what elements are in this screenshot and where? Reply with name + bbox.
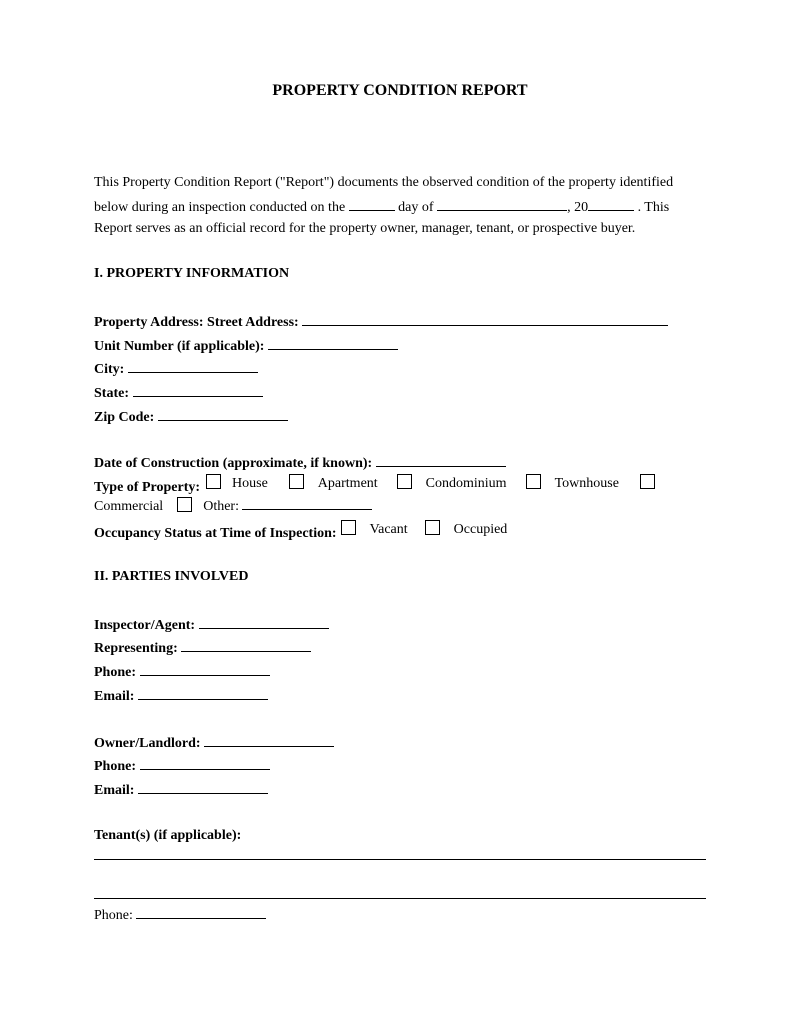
page-title: PROPERTY CONDITION REPORT bbox=[272, 82, 528, 99]
representing-row bbox=[94, 639, 311, 657]
owner-email-label: Email: bbox=[94, 783, 135, 798]
occupied-label: Occupied bbox=[453, 522, 508, 537]
property-type-row bbox=[94, 474, 655, 495]
inspector-phone-row bbox=[94, 663, 270, 681]
intro-text-b: day of bbox=[398, 200, 434, 215]
intro-line-1: This Property Condition Report ("Report") documents the observed condition of the property identified bbox=[94, 175, 674, 190]
unit-number-field[interactable] bbox=[268, 337, 398, 350]
apartment-label: Apartment bbox=[317, 476, 378, 491]
tenant-line-1[interactable] bbox=[94, 859, 706, 860]
owner-phone-field[interactable] bbox=[140, 757, 270, 770]
inspector-phone-field[interactable] bbox=[140, 663, 270, 676]
tenant-line-2[interactable] bbox=[94, 898, 706, 899]
commercial-checkbox[interactable] bbox=[640, 474, 655, 489]
property-type-row-2 bbox=[94, 497, 372, 515]
zip-field[interactable] bbox=[158, 408, 288, 421]
intro-text-a: below during an inspection conducted on the bbox=[94, 200, 346, 215]
commercial-label: Commercial bbox=[94, 499, 164, 514]
unit-number-row bbox=[94, 337, 398, 355]
owner-phone-row bbox=[94, 757, 270, 775]
house-label: House bbox=[232, 476, 268, 491]
owner-label: Owner/Landlord: bbox=[94, 736, 201, 751]
zip-row bbox=[94, 408, 288, 426]
inspection-month-field[interactable] bbox=[437, 198, 567, 211]
owner-row bbox=[94, 734, 334, 752]
representing-label: Representing: bbox=[94, 641, 178, 656]
owner-email-row bbox=[94, 781, 268, 799]
state-row bbox=[94, 384, 263, 402]
other-type-field[interactable] bbox=[242, 497, 372, 510]
inspector-row bbox=[94, 616, 329, 634]
inspector-email-field[interactable] bbox=[138, 687, 268, 700]
condominium-checkbox[interactable] bbox=[397, 474, 412, 489]
tenant-phone-label: Phone: bbox=[94, 908, 133, 923]
apartment-checkbox[interactable] bbox=[289, 474, 304, 489]
vacant-label: Vacant bbox=[369, 522, 408, 537]
construction-date-field[interactable] bbox=[376, 454, 506, 467]
tenant-label: Tenant(s) (if applicable): bbox=[94, 828, 242, 843]
occupied-checkbox[interactable] bbox=[425, 520, 440, 535]
construction-label: Date of Construction (approximate, if known): bbox=[94, 456, 373, 471]
intro-text-c: , 20 bbox=[567, 200, 589, 215]
other-checkbox[interactable] bbox=[177, 497, 192, 512]
other-label: Other: bbox=[203, 499, 239, 514]
street-address-row bbox=[94, 313, 668, 331]
tenant-phone-row bbox=[94, 906, 266, 924]
vacant-checkbox[interactable] bbox=[341, 520, 356, 535]
intro-line-3: Report serves as an official record for the property owner, manager, tenant, or prospective buyer. bbox=[94, 221, 636, 236]
owner-phone-label: Phone: bbox=[94, 759, 136, 774]
state-field[interactable] bbox=[133, 384, 263, 397]
intro-line-2 bbox=[94, 198, 669, 216]
inspector-phone-label: Phone: bbox=[94, 665, 136, 680]
inspector-email-label: Email: bbox=[94, 689, 135, 704]
inspection-day-field[interactable] bbox=[349, 198, 395, 211]
condominium-label: Condominium bbox=[425, 476, 507, 491]
owner-email-field[interactable] bbox=[138, 781, 268, 794]
intro-text-d: . This bbox=[637, 200, 670, 215]
occupancy-row bbox=[94, 520, 508, 541]
unit-number-label: Unit Number (if applicable): bbox=[94, 339, 265, 354]
townhouse-label: Townhouse bbox=[554, 476, 619, 491]
state-label: State: bbox=[94, 386, 129, 401]
zip-label: Zip Code: bbox=[94, 410, 155, 425]
occupancy-label: Occupancy Status at Time of Inspection: bbox=[94, 526, 337, 541]
city-field[interactable] bbox=[128, 360, 258, 373]
city-row bbox=[94, 360, 258, 378]
property-type-label: Type of Property: bbox=[94, 480, 201, 495]
townhouse-checkbox[interactable] bbox=[526, 474, 541, 489]
construction-row bbox=[94, 454, 506, 472]
inspector-email-row bbox=[94, 687, 268, 705]
section-2-heading: II. PARTIES INVOLVED bbox=[94, 569, 249, 584]
inspector-field[interactable] bbox=[199, 616, 329, 629]
representing-field[interactable] bbox=[181, 639, 311, 652]
house-checkbox[interactable] bbox=[206, 474, 221, 489]
inspection-year-field[interactable] bbox=[588, 198, 634, 211]
owner-field[interactable] bbox=[204, 734, 334, 747]
street-address-label: Property Address: Street Address: bbox=[94, 315, 299, 330]
city-label: City: bbox=[94, 362, 125, 377]
section-1-heading: I. PROPERTY INFORMATION bbox=[94, 266, 290, 281]
street-address-field[interactable] bbox=[302, 313, 668, 326]
tenant-phone-field[interactable] bbox=[136, 906, 266, 919]
inspector-label: Inspector/Agent: bbox=[94, 618, 196, 633]
